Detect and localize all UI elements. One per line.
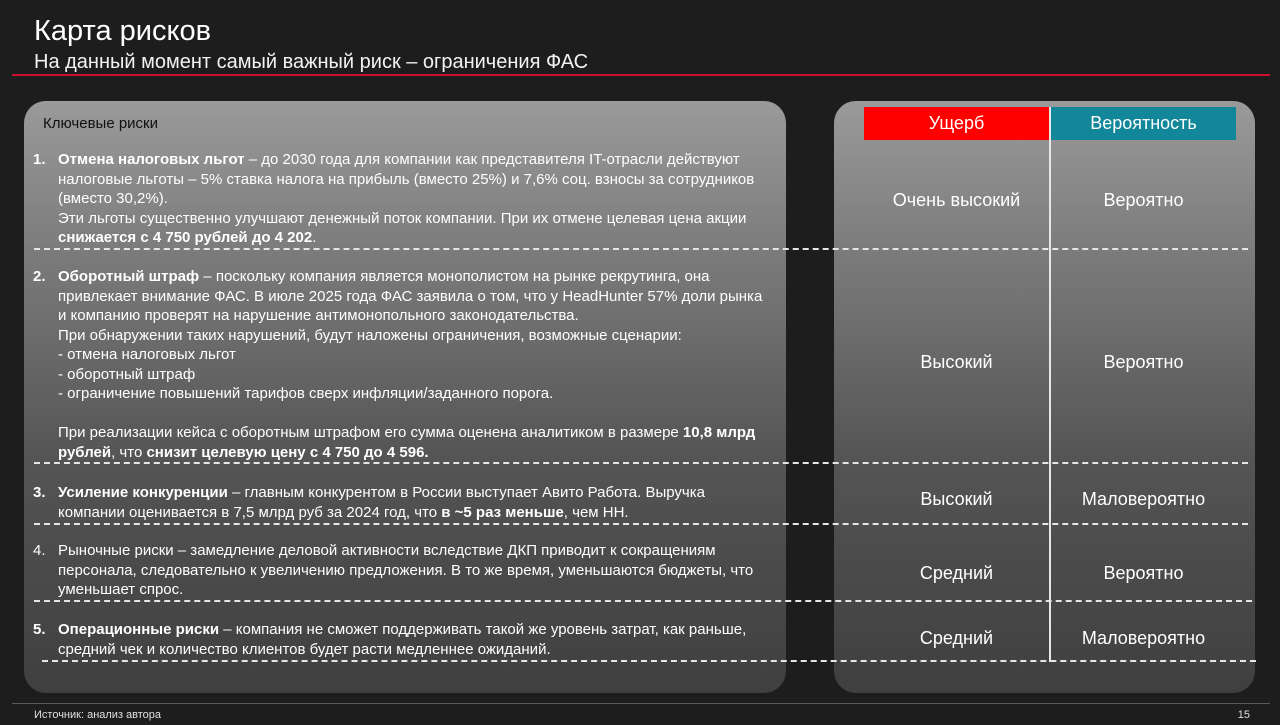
risk-text: . bbox=[312, 229, 317, 246]
row-divider bbox=[34, 462, 1248, 464]
risk-bullet: - отмена налоговых льгот bbox=[58, 346, 236, 363]
risk-item-3 bbox=[33, 483, 773, 522]
risk-title: Усиление конкуренции bbox=[58, 484, 228, 501]
footer-source: Источник: анализ автора bbox=[34, 709, 162, 721]
risk-title: Отмена налоговых льгот bbox=[58, 151, 245, 168]
risk-number: 2. bbox=[33, 268, 46, 285]
risk-number: 5. bbox=[33, 621, 46, 638]
risk-text: – поскольку компания является монополистом на рынке рекрутинга, она привлекает внимание ФАС. В июле 2025 года ФАС заявила о том, что у HeadHunter 57% доли рынка и компанию проверят на нарушение антимонопольного законодательства. bbox=[58, 268, 763, 324]
probability-cell: Маловероятно bbox=[1081, 489, 1206, 509]
risk-number: 1. bbox=[33, 151, 46, 168]
risk-item-1 bbox=[33, 150, 773, 248]
probability-column-header: Вероятность bbox=[1051, 107, 1236, 140]
risk-number: 3. bbox=[33, 484, 46, 501]
risk-text: При реализации кейса с оборотным штрафом его сумма оценена аналитиком в размере bbox=[58, 424, 683, 441]
footer-divider bbox=[12, 703, 1270, 704]
panel-heading: Ключевые риски bbox=[43, 115, 158, 132]
risk-emphasis: снизит целевую цену с 4 750 до 4 596. bbox=[146, 443, 429, 461]
risk-bullet: - оборотный штраф bbox=[58, 365, 196, 383]
damage-cell: Высокий bbox=[920, 352, 993, 372]
probability-cell: Вероятно bbox=[1103, 352, 1184, 372]
risk-number: 4. bbox=[33, 542, 46, 559]
risk-text: , чем HH. bbox=[563, 503, 629, 521]
probability-cell: Вероятно bbox=[1103, 563, 1184, 583]
row-divider bbox=[34, 600, 1252, 602]
risk-text: – до 2030 года для компании как представителя IT-отрасли действуют налоговые льготы – 5% ставка налога на прибыль (вместо 25%) и 7,6% соц. взносы за сотрудников (вместо 30,2%). bbox=[58, 151, 755, 207]
risk-title: Операционные риски bbox=[58, 621, 220, 638]
title-divider bbox=[12, 74, 1270, 76]
risk-text: – компания не сможет поддерживать такой же уровень затрат, как раньше, средний чек и количество клиентов будет расти медленнее ожиданий. bbox=[58, 621, 747, 658]
page-number: 15 bbox=[1237, 709, 1250, 721]
damage-cell: Средний bbox=[919, 563, 994, 583]
risk-text: Эти льготы существенно улучшают денежный поток компании. При их отмене целевая цена акции bbox=[58, 209, 747, 227]
probability-cell: Вероятно bbox=[1103, 190, 1184, 210]
damage-column-header: Ущерб bbox=[864, 107, 1049, 140]
probability-cell: Маловероятно bbox=[1081, 628, 1206, 648]
risk-text: Рыночные риски – замедление деловой активности вследствие ДКП приводит к сокращениям персонала, следовательно к увеличению предложения. В то же время, уменьшаются бюджеты, что уменьшает спрос. bbox=[58, 542, 754, 598]
risk-emphasis: 10,8 млрд рублей bbox=[58, 424, 756, 461]
risk-emphasis: в ~5 раз меньше bbox=[441, 503, 564, 521]
risk-text: При обнаружении таких нарушений, будут наложены ограничения, возможные сценарии: bbox=[58, 326, 682, 344]
risk-text: – главным конкурентом в России выступает Авито Работа. Выручка компании оценивается в 7,5 млрд руб за 2024 год, что bbox=[58, 484, 705, 521]
risk-item-5 bbox=[33, 620, 773, 659]
risk-text: , что bbox=[111, 443, 147, 461]
risk-bullet: - ограничение повышений тарифов сверх инфляции/заданного порога. bbox=[58, 385, 554, 402]
damage-cell: Высокий bbox=[920, 489, 993, 509]
damage-cell: Средний bbox=[919, 628, 994, 648]
risk-title: Оборотный штраф bbox=[58, 268, 200, 285]
row-divider bbox=[42, 660, 1256, 662]
page-title: Карта рисков bbox=[34, 15, 212, 47]
row-divider bbox=[34, 523, 1248, 525]
page-subtitle: На данный момент самый важный риск – ограничения ФАС bbox=[34, 51, 589, 73]
row-divider bbox=[34, 248, 1248, 250]
risk-item-2 bbox=[33, 267, 773, 462]
risk-emphasis: снижается с 4 750 рублей до 4 202 bbox=[58, 229, 313, 246]
damage-cell: Очень высокий bbox=[892, 190, 1021, 210]
risk-item-4 bbox=[33, 541, 773, 600]
